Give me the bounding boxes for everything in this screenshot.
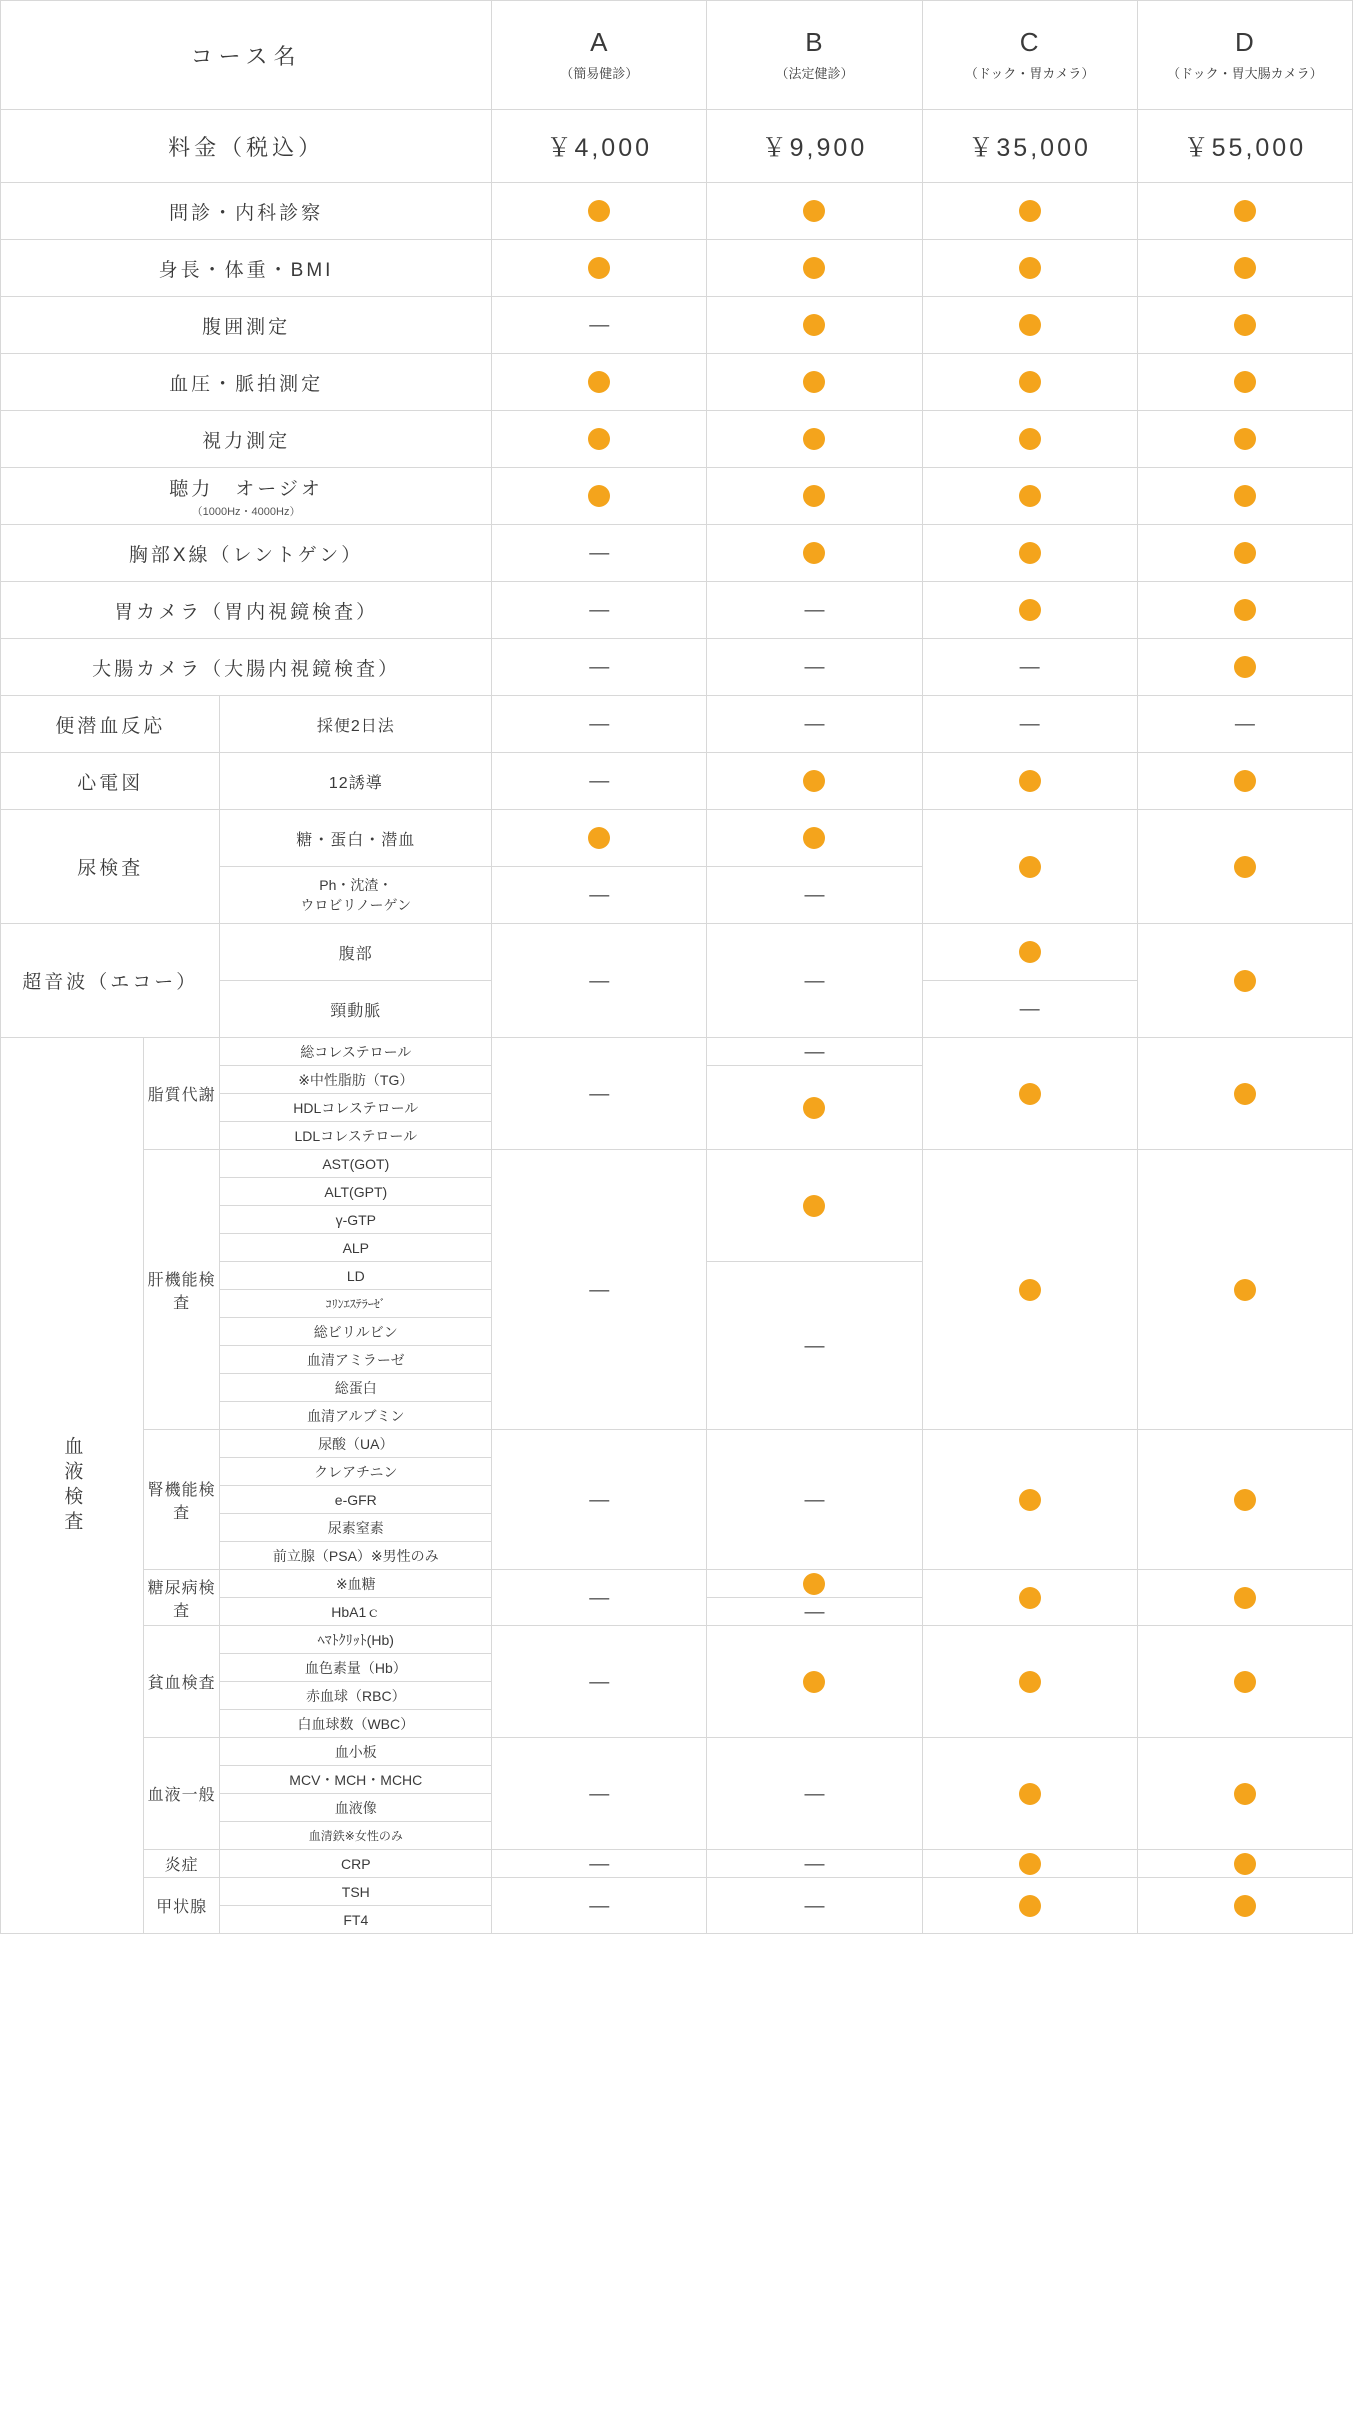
mark-a: — [492,924,707,1038]
mark-c [922,525,1137,582]
item-sublabel: 頸動脈 [220,981,492,1038]
item-sublabel: 12誘導 [220,753,492,810]
item-sublabel: 総蛋白 [220,1374,492,1402]
item-sublabel: 血清アミラーゼ [220,1346,492,1374]
subgroup-label-kidney: 腎機能検査 [143,1430,220,1570]
mark-b: — [707,696,922,753]
mark-c [922,810,1137,924]
mark-b [707,753,922,810]
plan-b-code: B [805,27,824,58]
table-row [1,411,1353,468]
mark-b [707,354,922,411]
mark-b [707,1066,922,1150]
mark-b: — [707,1038,922,1066]
item-sublabel: HDLコレステロール [220,1094,492,1122]
mark-c [922,1430,1137,1570]
mark-b: — [707,867,922,924]
table-row [1,1430,1353,1458]
mark-d [1137,924,1352,1038]
item-label-text: 聴力 オージオ [169,478,323,500]
table-row [1,240,1353,297]
mark-a: — [492,753,707,810]
table-row [1,810,1353,867]
item-label: 胃カメラ（胃内視鏡検査） [1,582,492,639]
mark-d [1137,1878,1352,1934]
plan-a-code: A [590,27,609,58]
item-label: 問診・内科診察 [1,183,492,240]
mark-d [1137,810,1352,924]
item-label-note: （1000Hz・4000Hz） [191,505,301,518]
table-row [1,582,1353,639]
mark-d [1137,639,1352,696]
item-sublabel: 血小板 [220,1738,492,1766]
subgroup-label-general-blood: 血液一般 [143,1738,220,1850]
mark-c: — [922,696,1137,753]
table-row [1,696,1353,753]
mark-a [492,411,707,468]
item-sublabel: 尿素窒素 [220,1514,492,1542]
table-row [1,1878,1353,1906]
mark-c [922,1038,1137,1150]
item-sublabel: e-GFR [220,1486,492,1514]
mark-b: — [707,1850,922,1878]
mark-c [922,240,1137,297]
mark-d [1137,582,1352,639]
mark-a: — [492,1570,707,1626]
mark-a: — [492,1850,707,1878]
mark-b: — [707,1262,922,1430]
item-sublabel: ※血糖 [220,1570,492,1598]
item-sublabel: 採便2日法 [220,696,492,753]
item-sublabel: TSH [220,1878,492,1906]
item-sublabel: LD [220,1262,492,1290]
mark-a: — [492,1038,707,1150]
mark-d [1137,1850,1352,1878]
table-header-row [1,1,1353,110]
mark-d [1137,525,1352,582]
mark-b: — [707,1430,922,1570]
item-sublabel: 腹部 [220,924,492,981]
mark-d [1137,468,1352,525]
mark-c: — [922,981,1137,1038]
price-plan-b: ￥9,900 [707,110,922,183]
item-sublabel: 血清鉄※女性のみ [220,1822,492,1850]
mark-d [1137,297,1352,354]
item-label [1,468,492,525]
group-label-blood-text: 血液検査 [61,1435,83,1536]
item-label: 便潜血反応 [1,696,220,753]
mark-c [922,468,1137,525]
mark-c [922,297,1137,354]
mark-a: — [492,1150,707,1430]
item-sublabel [220,867,492,924]
item-sublabel: 尿酸（UA） [220,1430,492,1458]
table-row [1,1150,1353,1178]
price-plan-c: ￥35,000 [922,110,1137,183]
item-label: 心電図 [1,753,220,810]
mark-a: — [492,582,707,639]
mark-c [922,1738,1137,1850]
item-sublabel: MCV・MCH・MCHC [220,1766,492,1794]
header-plan-c [922,1,1137,110]
header-plan-b [707,1,922,110]
mark-b: — [707,924,922,1038]
mark-a: — [492,1878,707,1934]
price-plan-a: ￥4,000 [492,110,707,183]
mark-a: — [492,639,707,696]
row-price [1,110,1353,183]
subgroup-label-liver: 肝機能検査 [143,1150,220,1430]
subgroup-label-inflammation: 炎症 [143,1850,220,1878]
mark-c [922,924,1137,981]
mark-b: — [707,582,922,639]
table-row [1,753,1353,810]
table-row [1,1570,1353,1598]
mark-a [492,354,707,411]
mark-c: — [922,639,1137,696]
item-sublabel: ﾍﾏﾄｸﾘｯﾄ(Hb) [220,1626,492,1654]
item-label: 身長・体重・BMI [1,240,492,297]
group-label-blood [1,1038,144,1934]
mark-d [1137,354,1352,411]
mark-b: — [707,1878,922,1934]
mark-c [922,753,1137,810]
mark-d [1137,1738,1352,1850]
mark-c [922,1626,1137,1738]
mark-b [707,525,922,582]
mark-d [1137,753,1352,810]
mark-b [707,1626,922,1738]
item-sublabel: 血色素量（Hb） [220,1654,492,1682]
mark-a: — [492,696,707,753]
mark-c [922,582,1137,639]
mark-a: — [492,1738,707,1850]
plan-c-sub: （ドック・胃カメラ） [964,65,1095,81]
plan-d-code: D [1234,27,1255,58]
mark-c [922,1850,1137,1878]
subgroup-label-lipid: 脂質代謝 [143,1038,220,1150]
mark-d [1137,1626,1352,1738]
plan-a-sub: （簡易健診） [560,65,639,81]
item-sublabel: 血液像 [220,1794,492,1822]
mark-d [1137,1430,1352,1570]
subgroup-label-thyroid: 甲状腺 [143,1878,220,1934]
mark-a [492,810,707,867]
item-sublabel-line1: Ph・沈渣・ [319,877,393,893]
table-row [1,468,1353,525]
mark-b [707,183,922,240]
item-sublabel: 血清アルブミン [220,1402,492,1430]
mark-d [1137,411,1352,468]
mark-d: — [1137,696,1352,753]
table-row [1,183,1353,240]
item-sublabel-line2: ウロビリノーゲン [300,897,412,913]
subgroup-label-anemia: 貧血検査 [143,1626,220,1738]
item-sublabel: ALP [220,1234,492,1262]
item-label: 大腸カメラ（大腸内視鏡検査） [1,639,492,696]
mark-a: — [492,297,707,354]
item-label: 血圧・脈拍測定 [1,354,492,411]
plan-c-code: C [1019,27,1040,58]
mark-d [1137,183,1352,240]
item-sublabel: ALT(GPT) [220,1178,492,1206]
group-label-urine: 尿検査 [1,810,220,924]
table-row [1,1738,1353,1766]
mark-b [707,810,922,867]
item-sublabel: CRP [220,1850,492,1878]
price-label: 料金（税込） [1,110,492,183]
group-label-echo: 超音波（エコー） [1,924,220,1038]
mark-b: — [707,639,922,696]
item-sublabel: HbA1ｃ [220,1598,492,1626]
plan-d-sub: （ドック・胃大腸カメラ） [1167,65,1323,81]
mark-d [1137,1570,1352,1626]
table-row [1,1038,1353,1066]
mark-c [922,411,1137,468]
mark-c [922,1150,1137,1430]
table-row [1,525,1353,582]
mark-a: — [492,525,707,582]
mark-c [922,1570,1137,1626]
item-sublabel: LDLコレステロール [220,1122,492,1150]
table-row [1,1626,1353,1654]
header-plan-a [492,1,707,110]
mark-b [707,468,922,525]
table-row [1,639,1353,696]
plan-b-sub: （法定健診） [775,65,854,81]
mark-a: — [492,867,707,924]
mark-b [707,411,922,468]
item-sublabel: AST(GOT) [220,1150,492,1178]
mark-c [922,183,1137,240]
mark-a [492,468,707,525]
mark-c [922,354,1137,411]
mark-b: — [707,1598,922,1626]
table-row [1,1850,1353,1878]
item-sublabel: 前立腺（PSA）※男性のみ [220,1542,492,1570]
table-row [1,924,1353,981]
price-plan-d: ￥55,000 [1137,110,1352,183]
item-sublabel: 総コレステロール [220,1038,492,1066]
mark-b: — [707,1738,922,1850]
mark-d [1137,1150,1352,1430]
item-sublabel: FT4 [220,1906,492,1934]
item-label: 胸部X線（レントゲン） [1,525,492,582]
mark-b [707,240,922,297]
header-course-name: コース名 [1,1,492,110]
table-row [1,354,1353,411]
item-sublabel: γ-GTP [220,1206,492,1234]
mark-a: — [492,1430,707,1570]
mark-a [492,183,707,240]
subgroup-label-diabetes: 糖尿病検査 [143,1570,220,1626]
mark-a: — [492,1626,707,1738]
mark-b [707,1150,922,1262]
item-sublabel: 白血球数（WBC） [220,1710,492,1738]
mark-b [707,297,922,354]
item-label: 視力測定 [1,411,492,468]
item-sublabel: 赤血球（RBC） [220,1682,492,1710]
item-sublabel: ※中性脂肪（TG） [220,1066,492,1094]
mark-d [1137,1038,1352,1150]
mark-a [492,240,707,297]
mark-d [1137,240,1352,297]
table-row [1,297,1353,354]
header-plan-d [1137,1,1352,110]
item-label: 腹囲測定 [1,297,492,354]
item-sublabel: ｺﾘﾝｴｽﾃﾗｰｾﾞ [220,1290,492,1318]
mark-b [707,1570,922,1598]
item-sublabel: クレアチニン [220,1458,492,1486]
item-sublabel: 糖・蛋白・潜血 [220,810,492,867]
mark-c [922,1878,1137,1934]
item-sublabel: 総ビリルビン [220,1318,492,1346]
